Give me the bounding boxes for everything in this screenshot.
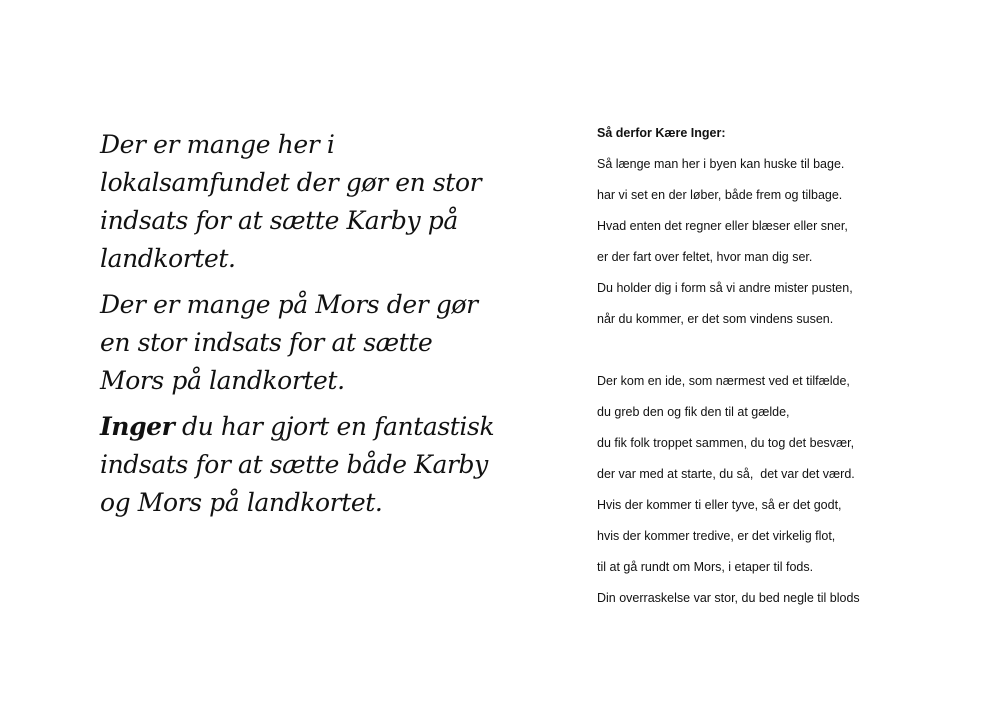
poem-line: Hvad enten det regner eller blæser eller sner,	[597, 219, 848, 233]
poem-line: Du holder dig i form så vi andre mister pusten,	[597, 281, 853, 295]
poem-heading: Så derfor Kære Inger:	[597, 126, 726, 140]
poem-line: hvis der kommer tredive, er det virkelig flot,	[597, 529, 836, 543]
poem-line: Hvis der kommer ti eller tyve, så er det godt,	[597, 498, 842, 512]
poem-stanza-2	[597, 366, 937, 614]
stanza-divider	[597, 335, 937, 366]
poem-line: Så længe man her i byen kan huske til bage.	[597, 157, 845, 171]
paragraph-text: du har gjort en fantastisk indsats for at sætte både Karby og Mors på landkortet.	[100, 412, 495, 517]
poem-line: Der kom en ide, som nærmest ved et tilfælde,	[597, 374, 850, 388]
poem-line: du fik folk troppet sammen, du tog det besvær,	[597, 436, 855, 450]
paragraph-inger	[100, 408, 500, 522]
tribute-text	[100, 126, 500, 530]
paragraph-mors	[100, 286, 500, 400]
poem-line: der var med at starte, du så, det var det værd.	[597, 467, 855, 481]
recipient-name: Inger	[100, 412, 175, 441]
poem-stanza-1	[597, 149, 937, 335]
paragraph-text: Der er mange her i lokalsamfundet der gør en stor indsats for at sætte Karby på landkortet.	[100, 130, 482, 273]
poem-line: du greb den og fik den til at gælde,	[597, 405, 790, 419]
poem-line: er der fart over feltet, hvor man dig ser.	[597, 250, 813, 264]
poem	[597, 118, 937, 614]
poem-line: Din overraskelse var stor, du bed negle til blods	[597, 591, 860, 605]
paragraph-text: Der er mange på Mors der gør en stor indsats for at sætte Mors på landkortet.	[100, 290, 478, 395]
poem-line: har vi set en der løber, både frem og tilbage.	[597, 188, 843, 202]
poem-line: når du kommer, er det som vindens susen.	[597, 312, 834, 326]
poem-line: til at gå rundt om Mors, i etaper til fods.	[597, 560, 814, 574]
paragraph-karby	[100, 126, 500, 278]
